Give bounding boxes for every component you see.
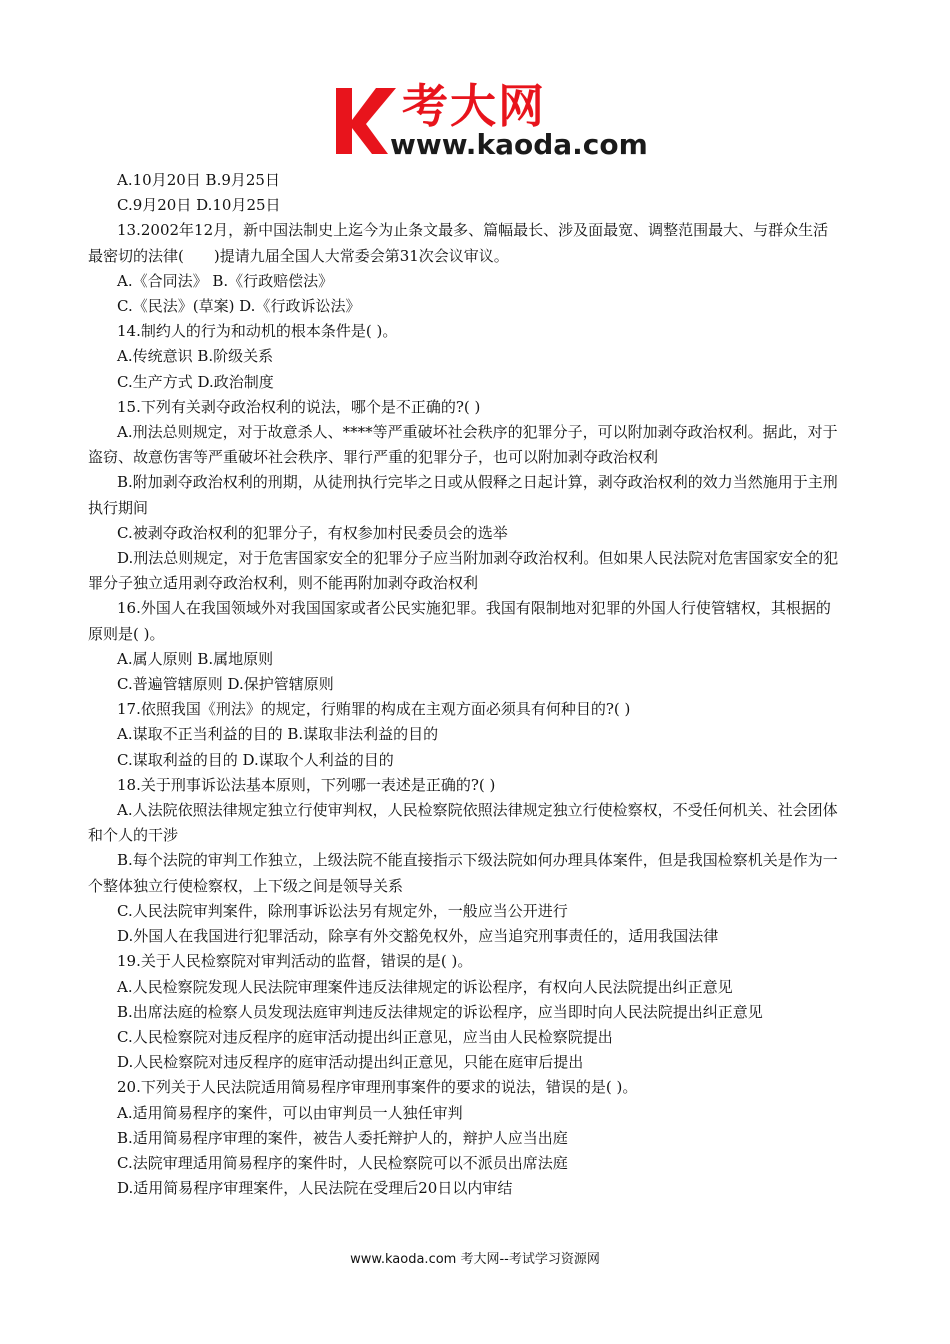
text-line: A.谋取不正当利益的目的 B.谋取非法利益的目的 xyxy=(117,725,439,744)
text-line: 16.外国人在我国领域外对我国国家或者公民实施犯罪。我国有限制地对犯罪的外国人行使管辖权，其根据的原则是( )。 xyxy=(88,599,831,643)
text-line: B.每个法院的审判工作独立，上级法院不能直接指示下级法院如何办理具体案件，但是我国检察机关是作为一个整体独立行使检察权，上下级之间是领导关系 xyxy=(88,851,838,895)
text-line: 17.依照我国《刑法》的规定，行贿罪的构成在主观方面必须具有何种目的?( ) xyxy=(117,700,631,719)
text-line: C.法院审理适用简易程序的案件时，人民检察院可以不派员出席法庭 xyxy=(117,1153,568,1172)
text-line: B.出席法庭的检察人员发现法庭审判违反法律规定的诉讼程序，应当即时向人民法院提出纠正意见 xyxy=(117,1002,763,1021)
text-line: D.刑法总则规定，对于危害国家安全的犯罪分子应当附加剥夺政治权利。但如果人民法院对危害国家安全的犯罪分子独立适用剥夺政治权利，则不能再附加剥夺政治权利 xyxy=(88,549,839,593)
text-line: C.被剥夺政治权利的犯罪分子，有权参加村民委员会的选举 xyxy=(117,523,508,542)
text-line: 14.制约人的行为和动机的根本条件是( )。 xyxy=(117,322,398,341)
page-footer: www.kaoda.com 考大网--考试学习资源网 xyxy=(350,1252,600,1267)
text-line: C.生产方式 D.政治制度 xyxy=(117,372,274,391)
text-line: 19.关于人民检察院对审判活动的监督，错误的是( )。 xyxy=(117,952,473,971)
text-line: A.人民检察院发现人民法院审理案件违反法律规定的诉讼程序，有权向人民法院提出纠正意见 xyxy=(117,977,733,996)
brand-url: www.kaoda.com xyxy=(390,128,648,161)
text-line: 20.下列关于人民法院适用简易程序审理刑事案件的要求的说法，错误的是( )。 xyxy=(117,1078,638,1097)
text-line: B.适用简易程序审理的案件，被告人委托辩护人的，辩护人应当出庭 xyxy=(117,1128,568,1147)
text-line: A.《合同法》 B.《行政赔偿法》 xyxy=(117,271,334,290)
text-line: A.适用简易程序的案件，可以由审判员一人独任审判 xyxy=(117,1103,463,1122)
text-line: A.刑法总则规定，对于故意杀人、****等严重破坏社会秩序的犯罪分子，可以附加剥夺政治权利。据此，对于盗窃、故意伤害等严重破坏社会秩序、罪行严重的犯罪分子，也可以附加剥夺政治权利 xyxy=(88,423,838,467)
text-line: C.普遍管辖原则 D.保护管辖原则 xyxy=(117,675,334,694)
kaoda-logo xyxy=(330,80,660,165)
question-content xyxy=(88,168,842,1201)
text-line: 18.关于刑事诉讼法基本原则，下列哪一表述是正确的?( ) xyxy=(117,775,496,794)
text-line: A.10月20日 B.9月25日 xyxy=(117,171,280,189)
text-line: A.传统意识 B.阶级关系 xyxy=(117,347,274,366)
text-line: 15.下列有关剥夺政治权利的说法，哪个是不正确的?( ) xyxy=(117,397,481,416)
text-line: C.9月20日 D.10月25日 xyxy=(117,196,281,215)
text-line: A.人法院依照法律规定独立行使审判权，人民检察院依照法律规定独立行使检察权，不受任何机关、社会团体和个人的干涉 xyxy=(88,801,838,845)
text-line: 13.2002年12月，新中国法制史上迄今为止条文最多、篇幅最长、涉及面最宽、调整范围最大、与群众生活最密切的法律( )提请九届全国人大常委会第31次会议审议。 xyxy=(88,221,829,265)
text-line: C.谋取利益的目的 D.谋取个人利益的目的 xyxy=(117,750,394,769)
text-line: D.外国人在我国进行犯罪活动，除享有外交豁免权外，应当追究刑事责任的，适用我国法律 xyxy=(117,927,719,946)
text-line: B.附加剥夺政治权利的刑期，从徒刑执行完毕之日或从假释之日起计算，剥夺政治权利的效力当然施用于主刑执行期间 xyxy=(88,473,838,517)
text-line: C.人民检察院对违反程序的庭审活动提出纠正意见，应当由人民检察院提出 xyxy=(117,1027,613,1046)
text-line: A.属人原则 B.属地原则 xyxy=(117,649,274,668)
text-line: D.人民检察院对违反程序的庭审活动提出纠正意见，只能在庭审后提出 xyxy=(117,1053,584,1072)
text-line: D.适用简易程序审理案件，人民法院在受理后20日以内审结 xyxy=(117,1179,513,1198)
text-line: C.《民法》(草案) D.《行政诉讼法》 xyxy=(117,297,361,316)
brand-name: 考大网 xyxy=(402,79,546,133)
text-line: C.人民法院审判案件，除刑事诉讼法另有规定外，一般应当公开进行 xyxy=(117,901,568,920)
